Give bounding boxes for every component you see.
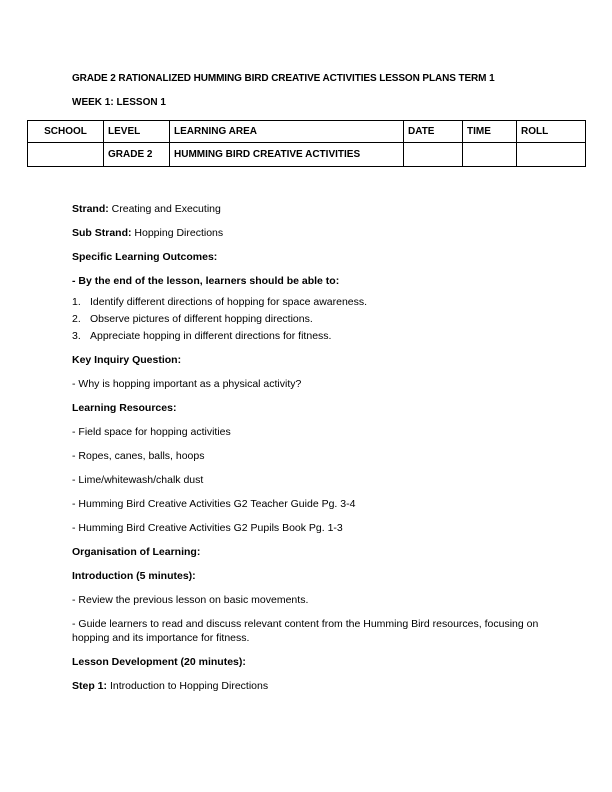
strand-line (72, 202, 552, 216)
strand-value: Creating and Executing (111, 203, 221, 215)
list-item: 1. Identify different directions of hopping for space awareness. (72, 296, 368, 308)
step1-line (72, 679, 552, 693)
header-school: SCHOOL (28, 121, 104, 143)
outcomes-intro: - By the end of the lesson, learners should be able to: (72, 275, 340, 287)
introduction-heading: Introduction (5 minutes): (72, 570, 196, 582)
step1-value: Introduction to Hopping Directions (109, 680, 269, 692)
list-item: - Humming Bird Creative Activities G2 Pupils Book Pg. 1-3 (72, 522, 343, 534)
list-item: 3. Appreciate hopping in different directions for fitness. (72, 330, 332, 342)
header-learning-area: LEARNING AREA (170, 121, 404, 143)
header-level: LEVEL (104, 121, 170, 143)
document-title: GRADE 2 RATIONALIZED HUMMING BIRD CREATIVE ACTIVITIES LESSON PLANS TERM 1 (72, 73, 495, 84)
list-item: 2. Observe pictures of different hopping directions. (72, 313, 313, 325)
step1-label: Step 1: (72, 680, 108, 692)
list-item: - Review the previous lesson on basic movements. (72, 594, 309, 606)
inquiry-question: - Why is hopping important as a physical activity? (72, 378, 302, 390)
header-roll: ROLL (517, 121, 586, 143)
cell-level: GRADE 2 (104, 143, 170, 167)
cell-date (404, 143, 463, 167)
cell-time (463, 143, 517, 167)
cell-roll (517, 143, 586, 167)
outcomes-list (72, 295, 552, 343)
lesson-body (72, 202, 552, 693)
inquiry-heading: Key Inquiry Question: (72, 354, 182, 366)
list-item: - Guide learners to read and discuss relevant content from the Humming Bird resources, focusing on hopping and its importance for fitness. (72, 618, 539, 644)
table-header-row (28, 121, 586, 143)
table-row (28, 143, 586, 167)
list-item: - Humming Bird Creative Activities G2 Teacher Guide Pg. 3-4 (72, 498, 356, 510)
development-heading: Lesson Development (20 minutes): (72, 656, 246, 668)
sub-strand-label: Sub Strand: (72, 227, 132, 239)
outcomes-heading: Specific Learning Outcomes: (72, 251, 218, 263)
resources-heading: Learning Resources: (72, 402, 177, 414)
sub-strand-value: Hopping Directions (134, 227, 224, 239)
header-date: DATE (404, 121, 463, 143)
strand-label: Strand: (72, 203, 109, 215)
list-item: - Lime/whitewash/chalk dust (72, 474, 204, 486)
week-lesson-label: WEEK 1: LESSON 1 (72, 97, 166, 108)
list-item: - Field space for hopping activities (72, 426, 231, 438)
organisation-heading: Organisation of Learning: (72, 546, 201, 558)
sub-strand-line (72, 226, 552, 240)
cell-learning-area: HUMMING BIRD CREATIVE ACTIVITIES (170, 143, 404, 167)
lesson-info-table (27, 120, 586, 167)
cell-school (28, 143, 104, 167)
header-time: TIME (463, 121, 517, 143)
list-item: - Ropes, canes, balls, hoops (72, 450, 205, 462)
